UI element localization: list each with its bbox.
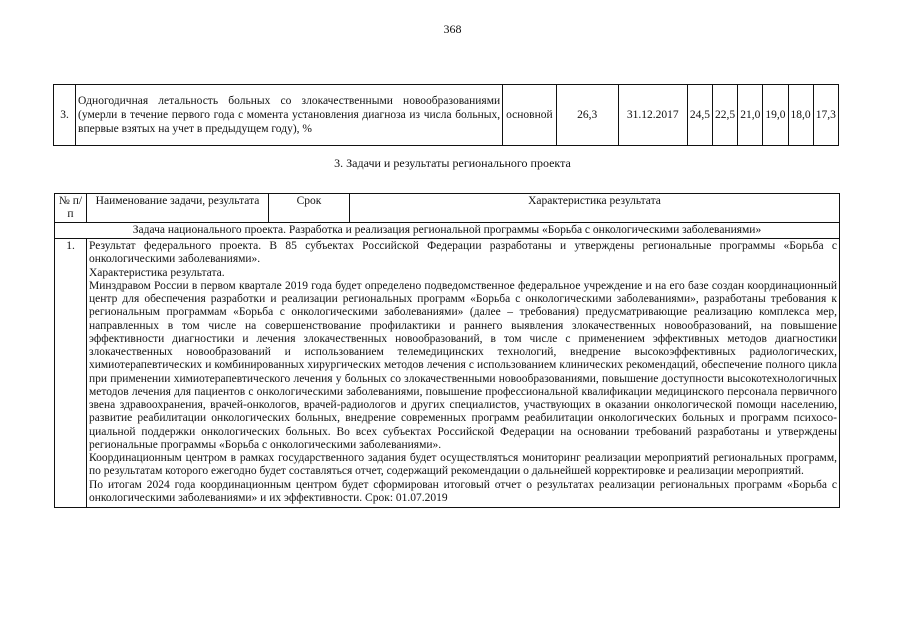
- tasks-table: [54, 193, 840, 508]
- result-description: [87, 239, 840, 508]
- header-term: Срок: [269, 194, 350, 223]
- result-monitoring-text: Координационным центром в рамках государственного задания будет осуществляться мониторинг реализации мероприятий региональных программ, по результатам которого ежегодно будет составляться отчет, содержащий рекомендации о дальнейшей корректировке и реализации мероприятий.: [89, 452, 837, 478]
- table-row: [55, 223, 840, 239]
- row-number: 1.: [55, 239, 87, 508]
- indicator-type: основной: [503, 85, 557, 146]
- header-name: Наименование задачи, результата: [87, 194, 269, 223]
- result-characteristic-label: Характеристика результата.: [89, 266, 225, 279]
- indicator-year-value: 24,5: [687, 85, 712, 146]
- result-title: Результат федерального проекта. В 85 субъектах Российской Федерации разработаны и утверждены региональные программы «Борьба с онкологическими заболеваниями».: [89, 240, 837, 266]
- result-final-report-text: По итогам 2024 года координационным центром будет сформирован итоговый отчет о результатах реализации региональных программ «Борьба с онкологическими заболеваниями» и их эффективности. Срок: 01.07.2019: [89, 478, 837, 504]
- indicator-base-value: 26,3: [556, 85, 618, 146]
- indicator-table: [53, 84, 839, 146]
- header-number: № п/п: [55, 194, 87, 223]
- section-title: 3. Задачи и результаты регионального проекта: [334, 156, 571, 170]
- result-characteristic-text: Минздравом России в первом квартале 2019 года будет определено подведомственное федеральное учреждение и на его базе создан координационный центр для обеспечения разработки и реализации региональных программ «Борьба с онкологическими заболеваниями», разработаны требования к региональным программам «Борьба с онкологическими заболеваниями» (далее – требования) предусматривающие реализацию комплекса мер, направленных в том числе на совершенствование профилактики и раннего выявления злокачественных новообразований, на повышение эффективности диагностики и лечения злокачественных новообразований, в том числе с применением эффективных методов диагностики злокачественных новообразований и использованием телемедицинских технологий, внедрение высокоэффективных радиологических, химиотерапевтических и комбинированных хирургических методов лечения с использованием клинических рекомендаций, обеспечение полного цикла при применении химиотерапевтического лечения у больных со злокачественными новообразованиями, повышение доступности высокотехнологичных методов лечения для пациентов с онкологическими заболеваниями, повышение профессиональной квалификации медицинского персонала первичного звена здравоохранения, врачей-онкологов, врачей-радиологов и других специалистов, участвующих в оказании онкологической помощи населению, развитие реабилитации онкологических больных, внедрение современных программ реабилитации онкологических больных и программ психосоциальной поддержки онкологических больных. Во всех субъектах Российской Федерации на основании требований разработаны и утверждены региональные программы «Борьба с онкологическими заболеваниями».: [89, 279, 837, 451]
- indicator-number: 3.: [54, 85, 76, 146]
- indicator-base-date: 31.12.2017: [618, 85, 687, 146]
- table-header-row: [55, 194, 840, 223]
- indicator-year-value: 18,0: [788, 85, 813, 146]
- table-row: [54, 85, 839, 146]
- indicator-name: Одногодичная летальность больных со злокачественными новообразованиями (умерли в течение первого года с момента установления диагноза из числа больных, впервые взятых на учет в предыдущем году), %: [76, 85, 503, 146]
- indicator-year-value: 19,0: [763, 85, 788, 146]
- indicator-year-value: 17,3: [813, 85, 838, 146]
- header-characteristic: Характеристика результата: [350, 194, 840, 223]
- indicator-year-value: 22,5: [713, 85, 738, 146]
- table-row: [55, 239, 840, 508]
- indicator-year-value: 21,0: [738, 85, 763, 146]
- page-number: 368: [443, 22, 462, 36]
- national-task: Задача национального проекта. Разработка и реализация региональной программы «Борьба с онкологическими заболеваниями»: [55, 223, 840, 239]
